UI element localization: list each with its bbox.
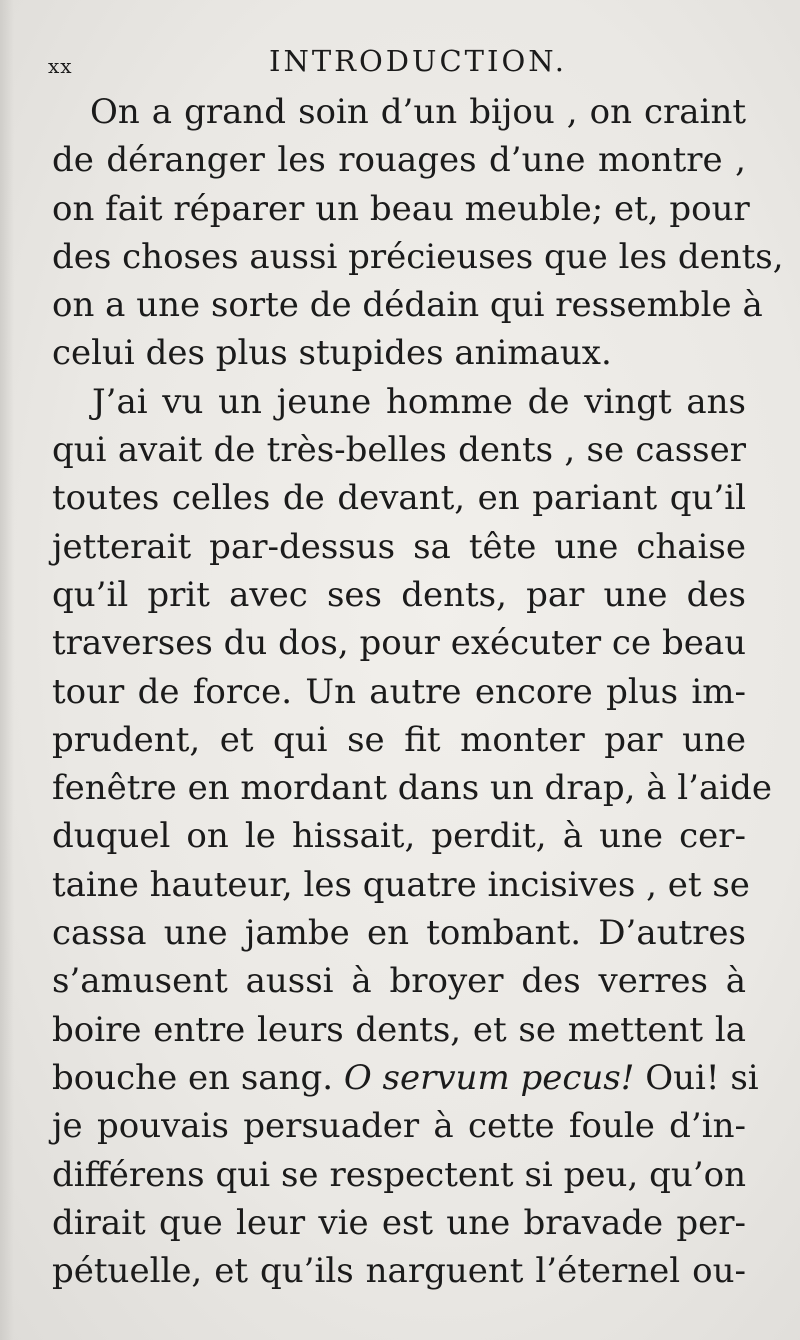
text-segment: bouche en sang. xyxy=(52,1057,334,1098)
text-line-with-italic xyxy=(52,1054,759,1102)
text-line: On a grand soin d’un bijou , on craint xyxy=(90,92,746,132)
text-line: pétuelle, et qu’ils narguent l’éternel ou- xyxy=(52,1251,746,1292)
text-line: dirait que leur vie est une bravade per- xyxy=(52,1202,746,1243)
running-title: INTRODUCTION. xyxy=(269,44,567,78)
text-line: boire entre leurs dents, et se mettent la xyxy=(52,1009,746,1050)
text-segment: Oui! si xyxy=(645,1057,759,1098)
text-line: de déranger les rouages d’une montre , xyxy=(52,140,746,181)
text-line: qui avait de très-belles dents , se casser xyxy=(52,430,746,471)
text-line: des choses aussi précieuses que les dents, xyxy=(52,236,784,277)
text-line: traverses du dos, pour exécuter ce beau xyxy=(52,623,746,664)
text-line: celui des plus stupides animaux. xyxy=(52,333,612,374)
page-header xyxy=(48,44,748,84)
page-number: xx xyxy=(48,54,73,78)
text-line: jetterait par-dessus sa tête une chaise xyxy=(52,526,746,567)
text-line: différens qui se respectent si peu, qu’on xyxy=(52,1154,746,1195)
text-line: je pouvais persuader à cette foule d’in- xyxy=(52,1106,746,1147)
latin-quote: O servum pecus! xyxy=(343,1057,635,1098)
text-line: duquel on le hissait, perdit, à une cer- xyxy=(52,816,746,857)
page-body xyxy=(52,88,784,1295)
text-line: fenêtre en mordant dans un drap, à l’aide xyxy=(52,768,773,809)
text-line: toutes celles de devant, en pariant qu’il xyxy=(52,478,746,519)
text-line: prudent, et qui se fit monter par une xyxy=(52,719,746,760)
text-line: qu’il prit avec ses dents, par une des xyxy=(52,574,746,615)
text-line: J’ai vu un jeune homme de vingt ans xyxy=(92,381,746,422)
text-line: cassa une jambe en tombant. D’autres xyxy=(52,913,746,954)
text-line: on a une sorte de dédain qui ressemble à xyxy=(52,285,763,326)
text-line: on fait réparer un beau meuble; et, pour xyxy=(52,188,750,229)
text-line: tour de force. Un autre encore plus im- xyxy=(52,671,746,712)
text-line: taine hauteur, les quatre incisives , et se xyxy=(52,864,750,905)
text-line: s’amusent aussi à broyer des verres à xyxy=(52,961,746,1002)
